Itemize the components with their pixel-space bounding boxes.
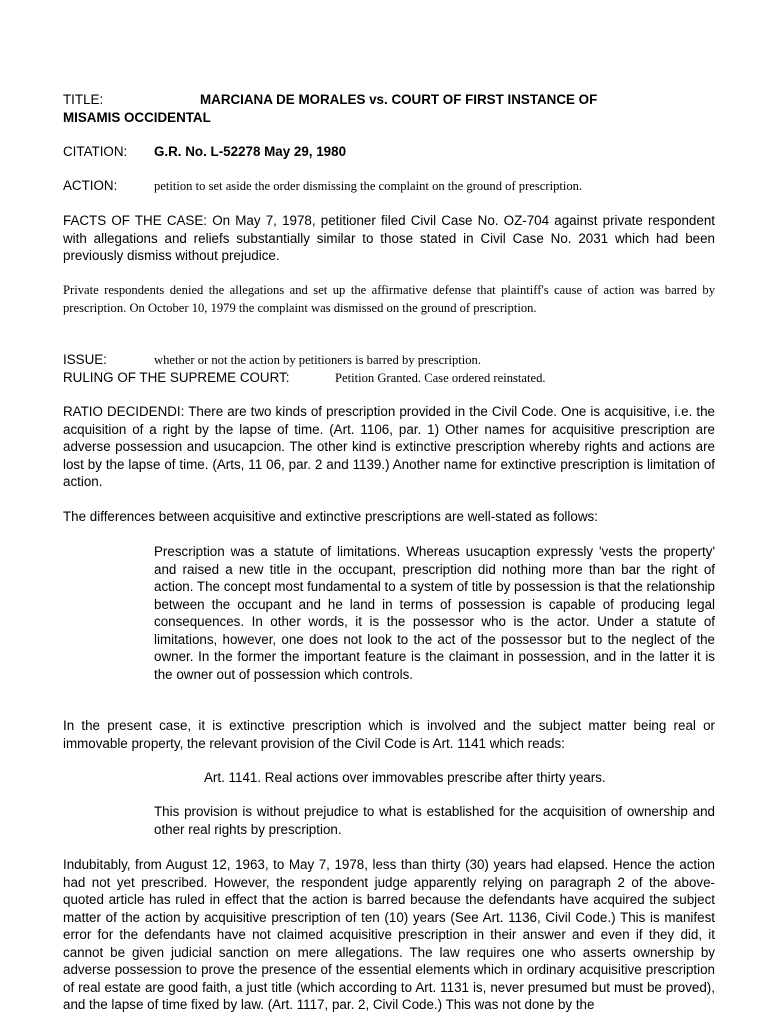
citation-label: CITATION: [63, 144, 128, 159]
block-quote: Prescription was a statute of limitations. Whereas usucaption expressly 'vests the property' and raised a new title in the occupant, prescription did nothing more than bar the right of action. The concept most fundamental to a system of title by possession is that the relationship between the occupant and he land in terms of possession is capable of producing legal consequences. In other words, it is the possessor who is the actor. Under a statute of limitations, however, one does not look to the act of the possessor but to the neglect of the owner. In the former the important feature is the claimant in possession, and in the latter it is the owner out of possession which controls. [154, 544, 715, 682]
article-1141-proviso: This provision is without prejudice to what is established for the acquisition of ownership and other real rights by prescription. [154, 804, 715, 837]
ruling-label: RULING OF THE SUPREME COURT: [63, 370, 290, 385]
issue-label: ISSUE: [63, 352, 107, 367]
ratio-label: RATIO DECIDENDI: [63, 404, 185, 419]
ratio-paragraph-3: In the present case, it is extinctive prescription which is involved and the subject matter being real or immovable property, the relevant provision of the Civil Code is Art. 1141 which reads: [63, 718, 715, 751]
ratio-text: There are two kinds of prescription provided in the Civil Code. One is acquisitive, i.e. the acquisition of a right by the lapse of time. (Art. 1106, par. 1) Other names for acquisitive prescription are adverse possession and usucapcion. The other kind is extinctive prescription whereby rights and actions are lost by the lapse of time. (Arts, 11 06, par. 2 and 1139.) Another name for extinctive prescription is limitation of action. [63, 404, 715, 489]
facts-text: On May 7, 1978, petitioner filed Civil Case No. OZ-704 against private respondent with allegations and reliefs substantially similar to those stated in Civil Case No. 2031 which had been previously dismiss without prejudice. [63, 213, 715, 263]
issue-section [63, 351, 715, 370]
ratio-paragraph-1 [63, 403, 715, 491]
ruling-section [63, 369, 715, 388]
facts-paragraph-2: Private respondents denied the allegations and set up the affirmative defense that plaintiff's cause of action was barred by prescription. On October 10, 1979 the complaint was dismissed on the ground of prescription. [63, 283, 715, 315]
citation-section [63, 143, 715, 161]
action-value: petition to set aside the order dismissing the complaint on the ground of prescription. [154, 179, 583, 193]
action-section [63, 177, 715, 196]
ratio-paragraph-2: The differences between acquisitive and extinctive prescriptions are well-stated as follows: [63, 509, 598, 524]
case-title-line2: MISAMIS OCCIDENTAL [63, 109, 211, 125]
case-title-line1: MARCIANA DE MORALES vs. COURT OF FIRST INSTANCE OF [200, 92, 598, 107]
ruling-value: Petition Granted. Case ordered reinstated. [335, 371, 546, 385]
issue-value: whether or not the action by petitioners is barred by prescription. [154, 353, 481, 367]
facts-label: FACTS OF THE CASE: [63, 213, 208, 228]
ratio-paragraph-4: Indubitably, from August 12, 1963, to May 7, 1978, less than thirty (30) years had elapsed. Hence the action had not yet prescribed. However, the respondent judge apparently relying on paragraph 2 of the above-quoted article has ruled in effect that the action is barred because the defendants have acquired the subject matter of the action by acquisitive prescription of ten (10) years (See Art. 1136, Civil Code.) This is manifest error for the defendants have not claimed acquisitive prescription in their answer and even if they did, it cannot be given judicial sanction on mere allegations. The law requires one who asserts ownership by adverse possession to prove the presence of the essential elements which in ordinary acquisitive prescription of real estate are good faith, a just title (which according to Art. 1131 is, never presumed but must be proved), and the lapse of time fixed by law. (Art. 1117, par. 2, Civil Code.) This was not done by the [63, 857, 715, 1012]
title-section [63, 91, 715, 126]
citation-value: G.R. No. L-52278 May 29, 1980 [154, 144, 347, 159]
action-label: ACTION: [63, 178, 118, 193]
facts-paragraph-1 [63, 212, 715, 265]
title-label: TITLE: [63, 92, 104, 107]
article-1141-text: Art. 1141. Real actions over immovables prescribe after thirty years. [204, 770, 606, 785]
